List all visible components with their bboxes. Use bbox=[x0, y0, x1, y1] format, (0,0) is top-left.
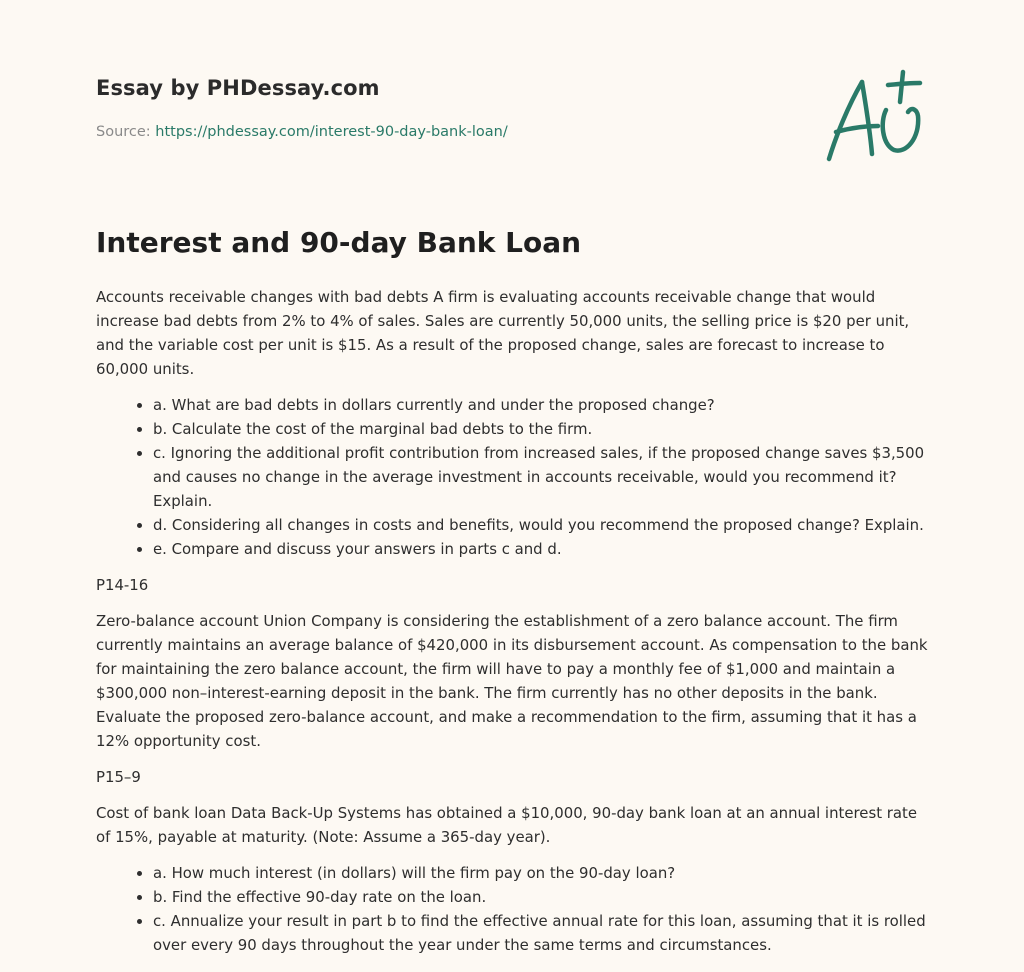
question-list-1 bbox=[96, 393, 928, 561]
source-label: Source: bbox=[96, 124, 156, 140]
intro-paragraph: Accounts receivable changes with bad debts A firm is evaluating accounts receivable change that would increase bad debts from 2% to 4% of sales. Sales are currently 50,000 units, the selling price is $20 per unit, and the variable cost per unit is $15. As a result of the proposed change, sales are forecast to increase to 60,000 units. bbox=[96, 288, 910, 378]
a-plus-logo-icon bbox=[820, 66, 930, 166]
page-title: Interest and 90-day Bank Loan bbox=[96, 226, 582, 259]
list-item: • e. Compare and discuss your answers in parts c and d. bbox=[153, 537, 928, 561]
list-item: • b. Calculate the cost of the marginal bad debts to the firm. bbox=[153, 417, 928, 441]
bank-loan-paragraph: Cost of bank loan Data Back-Up Systems has obtained a $10,000, 90-day bank loan at an annual interest rate of 15%, payable at maturity. (Note: Assume a 365-day year). bbox=[96, 804, 918, 846]
list-item: • a. How much interest (in dollars) will the firm pay on the 90-day loan? bbox=[153, 861, 928, 885]
list-item: • c. Ignoring the additional profit contribution from increased sales, if the proposed change saves $3,500 and causes no change in the average investment in accounts receivable, would you recommend it? Explain. bbox=[153, 441, 928, 513]
list-item: • a. What are bad debts in dollars currently and under the proposed change? bbox=[153, 393, 928, 417]
source-line bbox=[96, 124, 508, 140]
question-list-2 bbox=[96, 861, 928, 957]
list-item: • d. Considering all changes in costs and benefits, would you recommend the proposed change? Explain. bbox=[153, 513, 928, 537]
zero-balance-paragraph: Zero-balance account Union Company is considering the establishment of a zero balance account. The firm currently maintains an average balance of $420,000 in its disbursement account. As compensation to the bank for maintaining the zero balance account, the firm will have to pay a monthly fee of $1,000 and maintain a $300,000 non–interest-earning deposit in the bank. The firm currently has no other deposits in the bank. Evaluate the proposed zero-balance account, and make a recommendation to the firm, assuming that it has a 12% opportunity cost. bbox=[96, 612, 928, 750]
list-item: • b. Find the effective 90-day rate on the loan. bbox=[153, 885, 928, 909]
section-label-p14-16: P14-16 bbox=[96, 576, 149, 594]
source-link[interactable]: https://phdessay.com/interest-90-day-bank-loan/ bbox=[155, 124, 508, 140]
article-body bbox=[96, 285, 928, 969]
site-brand: Essay by PHDessay.com bbox=[96, 76, 380, 100]
section-label-p15-9: P15–9 bbox=[96, 768, 141, 786]
list-item: • c. Annualize your result in part b to find the effective annual rate for this loan, assuming that it is rolled over every 90 days throughout the year under the same terms and circumstances. bbox=[153, 909, 928, 957]
